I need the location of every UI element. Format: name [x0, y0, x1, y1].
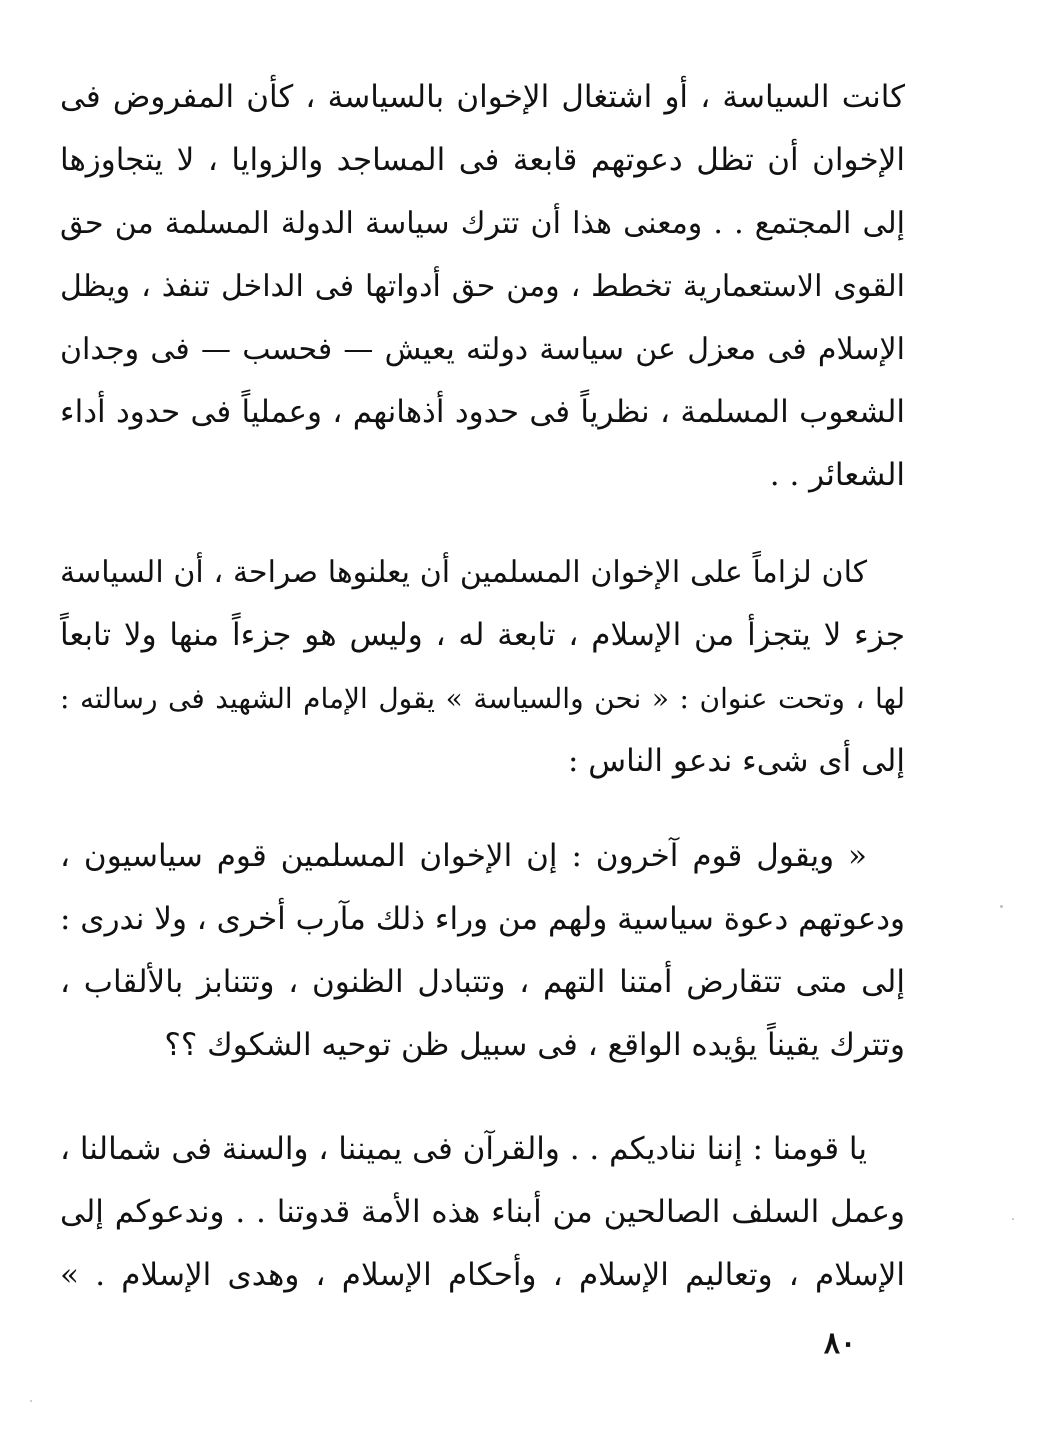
- paragraph-4-quotation: [60, 1118, 905, 1307]
- paragraph-line: « ويقول قوم آخرون : إن الإخوان المسلمين قوم سياسيون ،: [60, 838, 867, 874]
- paragraph-line: وعمل السلف الصالحين من أبناء هذه الأمة قدوتنا . . وندعوكم إلى: [60, 1194, 905, 1230]
- paragraph-line: الإسلام ، وتعاليم الإسلام ، وأحكام الإسلام ، وهدى الإسلام . »: [60, 1257, 905, 1293]
- paragraph-line: القوى الاستعمارية تخطط ، ومن حق أدواتها فى الداخل تنفذ ، ويظل: [60, 269, 905, 304]
- paragraph-line: الشعائر . .: [769, 457, 905, 493]
- scan-speck: [30, 1400, 32, 1402]
- paragraph-2: [60, 541, 905, 793]
- paragraph-3-quotation: [60, 825, 905, 1077]
- paragraph-line: كانت السياسة ، أو اشتغال الإخوان بالسياسة ، كأن المفروض فى: [60, 79, 905, 115]
- paragraph-line: الإخوان أن تظل دعوتهم قابعة فى المساجد والزوايا ، لا يتجاوزها: [60, 142, 905, 178]
- paragraph-line: ودعوتهم دعوة سياسية ولهم من وراء ذلك مآرب أخرى ، ولا ندرى :: [60, 901, 905, 937]
- paragraph-line: الشعوب المسلمة ، نظرياً فى حدود أذهانهم ، وعملياً فى حدود أداء: [60, 394, 905, 430]
- paragraph-1: [60, 66, 905, 507]
- paragraph-line: إلى متى تتقارض أمتنا التهم ، وتتبادل الظنون ، وتتنابز بالألقاب ،: [60, 964, 905, 1000]
- paragraph-line: جزء لا يتجزأ من الإسلام ، تابعة له ، وليس هو جزءاً منها ولا تابعاً: [60, 617, 905, 653]
- paragraph-line: وتترك يقيناً يؤيده الواقع ، فى سبيل ظن توحيه الشكوك ؟؟: [164, 1027, 905, 1063]
- paragraph-line: إلى المجتمع . . ومعنى هذا أن تترك سياسة الدولة المسلمة من حق: [60, 206, 905, 241]
- paragraph-line: إلى أى شىء ندعو الناس :: [568, 743, 905, 779]
- paragraph-line: كان لزاماً على الإخوان المسلمين أن يعلنوها صراحة ، أن السياسة: [60, 555, 867, 590]
- scan-speck: [1012, 1218, 1014, 1220]
- page-number: ٨٠: [823, 1326, 857, 1361]
- scan-speck: [1000, 905, 1003, 908]
- paragraph-line: لها ، وتحت عنوان : « نحن والسياسة » يقول الإمام الشهيد فى رسالته :: [60, 682, 905, 715]
- paragraph-line: يا قومنا : إننا نناديكم . . والقرآن فى يميننا ، والسنة فى شمالنا ،: [60, 1131, 867, 1167]
- paragraph-line: الإسلام فى معزل عن سياسة دولته يعيش — فحسب — فى وجدان: [60, 332, 905, 367]
